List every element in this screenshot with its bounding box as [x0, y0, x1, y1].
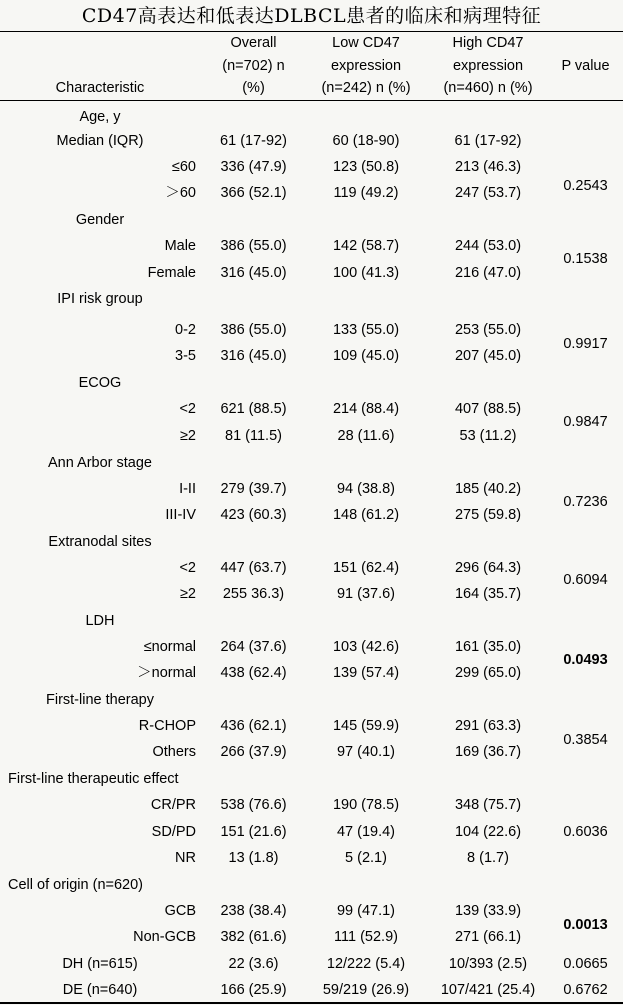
row-label: DH (n=615)	[62, 956, 138, 972]
high-cd47-cell: 164 (35.7)	[454, 586, 522, 602]
high-cd47-cell: 296 (64.3)	[454, 560, 522, 576]
header-characteristic	[0, 77, 200, 100]
pvalue-extranodal: 0.6094	[563, 572, 608, 588]
group-row	[0, 529, 623, 555]
header-high-cd47	[433, 32, 543, 100]
low-cd47-cell: 12/222 (5.4)	[326, 956, 406, 972]
table-row	[0, 951, 623, 977]
high-cd47-cell: 407 (88.5)	[454, 401, 522, 417]
table-row	[0, 317, 623, 343]
pvalue-age: 0.2543	[563, 178, 608, 194]
low-cd47-cell: 47 (19.4)	[336, 824, 396, 840]
overall-cell: 13 (1.8)	[228, 850, 279, 866]
table-row	[0, 180, 623, 206]
group-label: First-line therapeutic effect	[8, 771, 179, 787]
header-low-line1: Low CD47	[332, 35, 400, 51]
group-label: Ann Arbor stage	[48, 455, 152, 471]
overall-cell: 22 (3.6)	[228, 956, 279, 972]
table-row	[0, 660, 623, 686]
header-high-line3: (n=460) n (%)	[443, 80, 533, 96]
low-cd47-cell: 145 (59.9)	[332, 718, 400, 734]
pvalue-origin: 0.0013	[563, 917, 608, 933]
table-row	[0, 260, 623, 286]
row-label: NR	[175, 850, 196, 866]
high-cd47-cell: 253 (55.0)	[454, 322, 522, 338]
group-row	[0, 687, 623, 713]
overall-cell: 316 (45.0)	[220, 348, 287, 364]
overall-cell: 621 (88.5)	[220, 401, 287, 417]
header-rule	[0, 100, 623, 101]
row-label: GCB	[164, 903, 196, 919]
header-overall-line3: (%)	[242, 80, 265, 96]
high-cd47-cell: 291 (63.3)	[454, 718, 522, 734]
table-row	[0, 634, 623, 660]
low-cd47-cell: 100 (41.3)	[332, 265, 400, 281]
pvalue-ipi: 0.9917	[563, 336, 608, 352]
low-cd47-cell: 214 (88.4)	[332, 401, 400, 417]
table-row	[0, 819, 623, 845]
header-low-line3: (n=242) n (%)	[321, 80, 411, 96]
row-label: ＞normal	[137, 665, 196, 681]
header-low-cd47	[306, 32, 426, 100]
pvalue-therapy: 0.3854	[563, 732, 608, 748]
row-label: 3-5	[175, 348, 196, 364]
high-cd47-cell: 271 (66.1)	[454, 929, 522, 945]
low-cd47-cell: 91 (37.6)	[336, 586, 396, 602]
header-low-line2: expression	[330, 57, 402, 74]
overall-cell: 382 (61.6)	[220, 929, 287, 945]
overall-cell: 447 (63.7)	[220, 560, 287, 576]
row-label: DE (n=640)	[62, 982, 138, 998]
low-cd47-cell: 109 (45.0)	[332, 348, 400, 364]
group-row	[0, 286, 623, 312]
table-row	[0, 128, 623, 154]
pvalue-ann-arbor: 0.7236	[563, 494, 608, 510]
header-pvalue-label: P value	[561, 58, 610, 74]
pvalue-gender: 0.1538	[563, 251, 608, 267]
pvalue-ecog: 0.9847	[563, 414, 608, 430]
group-label: Cell of origin (n=620)	[8, 877, 144, 893]
pvalue-ldh: 0.0493	[563, 652, 608, 668]
overall-cell: 316 (45.0)	[220, 265, 287, 281]
row-label: SD/PD	[151, 824, 196, 840]
low-cd47-cell: 59/219 (26.9)	[322, 982, 410, 998]
row-label: Non-GCB	[133, 929, 196, 945]
low-cd47-cell: 119 (49.2)	[333, 185, 399, 201]
group-row	[0, 608, 623, 634]
low-cd47-cell: 148 (61.2)	[332, 507, 400, 523]
overall-cell: 538 (76.6)	[220, 797, 287, 813]
row-label: ≥2	[179, 428, 196, 444]
high-cd47-cell: 10/393 (2.5)	[448, 956, 528, 972]
pvalue-cell: 0.6762	[563, 982, 608, 998]
low-cd47-cell: 60 (18-90)	[332, 133, 400, 149]
overall-cell: 255 36.3)	[222, 586, 285, 602]
header-characteristic-label: Characteristic	[55, 80, 145, 96]
group-label: First-line therapy	[46, 692, 154, 708]
low-cd47-cell: 97 (40.1)	[336, 744, 396, 760]
table-row	[0, 739, 623, 765]
pvalue-effect: 0.6036	[563, 824, 608, 840]
group-label: Age, y	[79, 109, 121, 125]
high-cd47-cell: 244 (53.0)	[454, 238, 522, 254]
row-label: III-IV	[165, 507, 196, 523]
header-overall	[206, 32, 301, 100]
overall-cell: 366 (52.1)	[220, 185, 287, 201]
overall-cell: 238 (38.4)	[220, 903, 287, 919]
table-row	[0, 581, 623, 607]
group-row	[0, 207, 623, 233]
low-cd47-cell: 123 (50.8)	[332, 159, 400, 175]
group-row	[0, 872, 623, 898]
high-cd47-cell: 104 (22.6)	[454, 824, 522, 840]
header-pvalue	[548, 55, 623, 78]
group-label: ECOG	[78, 375, 122, 391]
low-cd47-cell: 99 (47.1)	[336, 903, 396, 919]
row-label: I-II	[179, 481, 196, 497]
table-row	[0, 154, 623, 180]
bottom-rule	[0, 1002, 623, 1004]
high-cd47-cell: 247 (53.7)	[454, 185, 522, 201]
low-cd47-cell: 5 (2.1)	[345, 850, 387, 866]
row-label: R-CHOP	[138, 718, 196, 734]
high-cd47-cell: 207 (45.0)	[454, 348, 522, 364]
row-label: ≤normal	[143, 639, 196, 655]
row-label: ≤60	[171, 159, 196, 175]
overall-cell: 81 (11.5)	[225, 428, 282, 444]
header-overall-line1: Overall	[230, 35, 277, 51]
table-row	[0, 476, 623, 502]
overall-cell: 423 (60.3)	[220, 507, 287, 523]
overall-cell: 166 (25.9)	[220, 982, 287, 998]
group-label: IPI risk group	[57, 291, 143, 307]
group-row	[0, 766, 623, 792]
table-row	[0, 343, 623, 369]
table-row	[0, 845, 623, 871]
table-row	[0, 792, 623, 818]
table-row	[0, 924, 623, 950]
group-label: Gender	[75, 212, 125, 228]
row-label: Median (IQR)	[56, 133, 144, 149]
low-cd47-cell: 94 (38.8)	[336, 481, 396, 497]
row-label: <2	[179, 401, 196, 417]
overall-cell: 386 (55.0)	[220, 322, 287, 338]
overall-cell: 151 (21.6)	[220, 824, 287, 840]
high-cd47-cell: 348 (75.7)	[454, 797, 522, 813]
row-label: Male	[164, 238, 196, 254]
high-cd47-cell: 139 (33.9)	[454, 903, 522, 919]
row-label: 0-2	[175, 322, 196, 338]
row-label: Female	[147, 265, 196, 281]
low-cd47-cell: 139 (57.4)	[332, 665, 400, 681]
high-cd47-cell: 185 (40.2)	[454, 481, 522, 497]
table-row	[0, 423, 623, 449]
high-cd47-cell: 53 (11.2)	[459, 428, 517, 444]
high-cd47-cell: 61 (17-92)	[454, 133, 522, 149]
overall-cell: 386 (55.0)	[220, 238, 287, 254]
high-cd47-cell: 275 (59.8)	[454, 507, 522, 523]
group-row	[0, 370, 623, 396]
row-label: ＞60	[165, 185, 196, 201]
high-cd47-cell: 299 (65.0)	[454, 665, 522, 681]
header-overall-line2: (n=702) n	[222, 57, 285, 74]
high-cd47-cell: 8 (1.7)	[467, 850, 509, 866]
low-cd47-cell: 190 (78.5)	[332, 797, 400, 813]
pvalue-cell: 0.0665	[563, 956, 608, 972]
overall-cell: 266 (37.9)	[220, 744, 287, 760]
row-label: <2	[179, 560, 196, 576]
overall-cell: 264 (37.6)	[220, 639, 287, 655]
table-row	[0, 977, 623, 1003]
overall-cell: 279 (39.7)	[220, 481, 287, 497]
high-cd47-cell: 107/421 (25.4)	[440, 982, 536, 998]
overall-cell: 436 (62.1)	[220, 718, 287, 734]
low-cd47-cell: 28 (11.6)	[337, 428, 395, 444]
high-cd47-cell: 216 (47.0)	[454, 265, 522, 281]
table-row	[0, 396, 623, 422]
group-label: LDH	[85, 613, 115, 629]
high-cd47-cell: 169 (36.7)	[454, 744, 522, 760]
row-label: ≥2	[179, 586, 196, 602]
low-cd47-cell: 133 (55.0)	[332, 322, 400, 338]
low-cd47-cell: 151 (62.4)	[332, 560, 400, 576]
low-cd47-cell: 142 (58.7)	[332, 238, 400, 254]
overall-cell: 438 (62.4)	[220, 665, 287, 681]
overall-cell: 61 (17-92)	[220, 133, 287, 149]
header-high-line2: expression	[452, 57, 524, 74]
table-row	[0, 555, 623, 581]
high-cd47-cell: 213 (46.3)	[454, 159, 522, 175]
table-row	[0, 233, 623, 259]
row-label: CR/PR	[150, 797, 196, 813]
table-row	[0, 502, 623, 528]
group-label: Extranodal sites	[48, 534, 152, 550]
row-label: Others	[152, 744, 196, 760]
low-cd47-cell: 111 (52.9)	[334, 929, 398, 945]
table-title: CD47高表达和低表达DLBCL患者的临床和病理特征	[81, 5, 542, 27]
low-cd47-cell: 103 (42.6)	[332, 639, 400, 655]
group-row	[0, 104, 623, 130]
header-high-line1: High CD47	[452, 35, 524, 51]
table-row	[0, 898, 623, 924]
high-cd47-cell: 161 (35.0)	[454, 639, 522, 655]
table-row	[0, 713, 623, 739]
overall-cell: 336 (47.9)	[220, 159, 287, 175]
group-row	[0, 450, 623, 476]
